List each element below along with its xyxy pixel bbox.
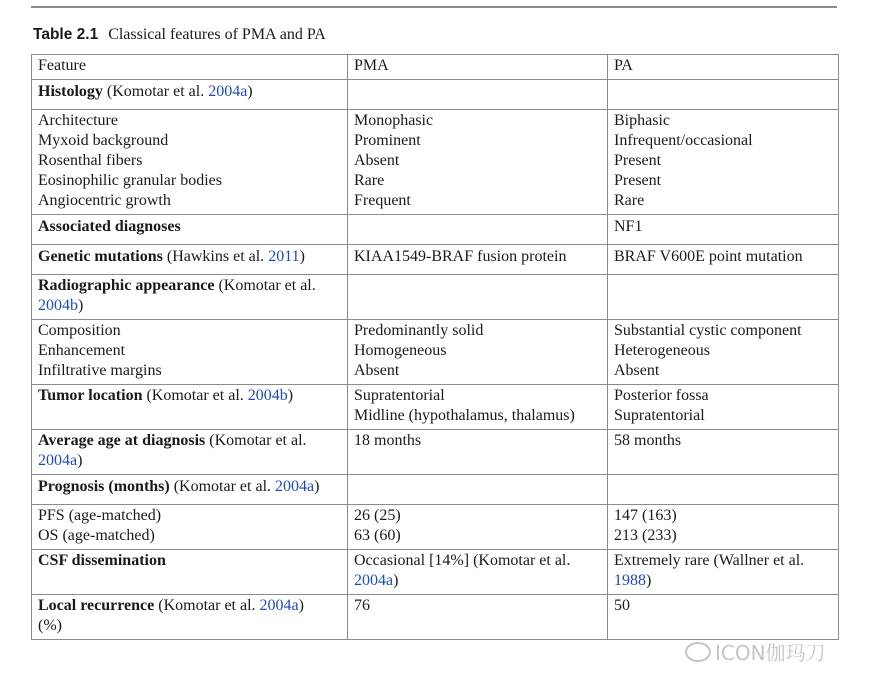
citation-link[interactable]: 2004a xyxy=(354,572,394,589)
feature-item: Architecture xyxy=(38,112,118,129)
feature-item: Angiocentric growth xyxy=(38,192,171,209)
citation-text: (Komotar et al. xyxy=(106,83,209,100)
section-heading: Prognosis (months) xyxy=(38,478,170,495)
empty-cell xyxy=(348,80,608,110)
citation-text: (Komotar et al. xyxy=(146,387,248,404)
section-title-genetic xyxy=(32,245,348,275)
watermark-text: ICON伽玛刀 xyxy=(715,641,826,665)
pa-value: Substantial cystic component xyxy=(614,322,802,339)
genetic-pa-cell: BRAF V600E point mutation xyxy=(608,245,839,275)
feature-item: Infiltrative margins xyxy=(38,362,162,379)
pma-value: Occasional [14%] (Komotar et al. xyxy=(354,552,571,569)
pa-value: Present xyxy=(614,172,662,189)
feature-item: Rosenthal fibers xyxy=(38,152,143,169)
section-row-prognosis xyxy=(32,475,839,505)
genetic-pma-cell: KIAA1549-BRAF fusion protein xyxy=(348,245,608,275)
section-row-histology xyxy=(32,80,839,110)
citation-close: ) xyxy=(299,248,305,265)
pa-value: Biphasic xyxy=(614,112,670,129)
citation-link[interactable]: 2004a xyxy=(38,452,78,469)
pma-value: Supratentorial xyxy=(354,387,445,404)
pma-value: Midline (hypothalamus, thalamus) xyxy=(354,407,575,424)
associated-pma-cell xyxy=(348,215,608,245)
citation-link[interactable]: 2004a xyxy=(208,83,248,100)
citation-link[interactable]: 2004b xyxy=(247,387,288,404)
tumor-location-pa-cell xyxy=(608,385,839,430)
tumor-location-pma-cell xyxy=(348,385,608,430)
pma-value: Homogeneous xyxy=(354,342,447,359)
citation-link[interactable]: 2011 xyxy=(268,248,300,265)
table-caption xyxy=(33,25,326,45)
section-title-histology xyxy=(32,80,348,110)
feature-item: PFS (age-matched) xyxy=(38,507,162,524)
pa-value: 147 (163) xyxy=(614,507,677,524)
histology-pa-cell xyxy=(608,110,839,215)
empty-cell xyxy=(348,475,608,505)
pa-value: Posterior fossa xyxy=(614,387,709,404)
radiographic-pma-cell xyxy=(348,320,608,385)
section-title-associated xyxy=(32,215,348,245)
pa-value: Present xyxy=(614,152,662,169)
features-table xyxy=(31,54,839,640)
pma-value: Rare xyxy=(354,172,385,189)
associated-pa-cell: NF1 xyxy=(608,215,839,245)
pma-value: Predominantly solid xyxy=(354,322,484,339)
feature-item: Composition xyxy=(38,322,121,339)
csf-pma-cell xyxy=(348,550,608,595)
pma-value: Monophasic xyxy=(354,112,434,129)
section-heading: Average age at diagnosis xyxy=(38,432,206,449)
pma-value: Frequent xyxy=(354,192,411,209)
section-heading: Histology xyxy=(38,83,103,100)
top-rule xyxy=(31,6,837,8)
caption-label: Table 2.1 xyxy=(33,26,99,43)
citation-text: (Komotar et al. xyxy=(218,277,316,294)
section-title-average-age xyxy=(32,430,348,475)
csf-pa-cell xyxy=(608,550,839,595)
pma-value: 63 (60) xyxy=(354,527,401,544)
average-age-pma-cell: 18 months xyxy=(348,430,608,475)
section-title-prognosis xyxy=(32,475,348,505)
empty-cell xyxy=(608,275,839,320)
section-row-associated-diagnoses xyxy=(32,215,839,245)
section-row-tumor-location xyxy=(32,385,839,430)
citation-close: ) xyxy=(77,452,83,469)
section-row-local-recurrence xyxy=(32,595,839,640)
section-heading: Tumor location xyxy=(38,387,143,404)
empty-cell xyxy=(348,275,608,320)
pma-value: Absent xyxy=(354,152,400,169)
local-recurrence-pa-cell: 50 xyxy=(608,595,839,640)
pa-value: Heterogeneous xyxy=(614,342,710,359)
prognosis-pma-cell xyxy=(348,505,608,550)
citation-close: ) xyxy=(247,83,253,100)
section-heading: CSF dissemination xyxy=(38,552,166,569)
feature-item: Enhancement xyxy=(38,342,126,359)
feature-item: OS (age-matched) xyxy=(38,527,155,544)
empty-cell xyxy=(608,80,839,110)
pa-value: Supratentorial xyxy=(614,407,705,424)
local-recurrence-pma-cell: 76 xyxy=(348,595,608,640)
caption-text: Classical features of PMA and PA xyxy=(108,26,326,43)
radiographic-pa-cell xyxy=(608,320,839,385)
citation-close: ) xyxy=(646,572,652,589)
citation-text: (Hawkins et al. xyxy=(166,248,269,265)
pma-value: Absent xyxy=(354,362,400,379)
section-title-radiographic xyxy=(32,275,348,320)
wechat-icon xyxy=(685,642,711,662)
section-heading: Genetic mutations xyxy=(38,248,163,265)
header-feature: Feature xyxy=(32,55,348,80)
citation-link[interactable]: 1988 xyxy=(614,572,646,589)
section-row-average-age xyxy=(32,430,839,475)
section-title-local-recurrence xyxy=(32,595,348,640)
pma-value: 26 (25) xyxy=(354,507,401,524)
section-row-csf xyxy=(32,550,839,595)
citation-text: (Komotar et al. xyxy=(158,597,260,614)
histology-pma-cell xyxy=(348,110,608,215)
citation-text: (Komotar et al. xyxy=(209,432,307,449)
unit-label: (%) xyxy=(38,617,62,634)
pa-value: 213 (233) xyxy=(614,527,677,544)
citation-link[interactable]: 2004a xyxy=(275,478,315,495)
citation-close: ) xyxy=(78,297,84,314)
empty-cell xyxy=(608,475,839,505)
prognosis-pa-cell xyxy=(608,505,839,550)
watermark xyxy=(685,637,826,666)
citation-close: ) xyxy=(287,387,294,404)
section-heading: Local recurrence xyxy=(38,597,155,614)
header-row xyxy=(32,55,839,80)
radiographic-features-cell xyxy=(32,320,348,385)
pa-value: Absent xyxy=(614,362,660,379)
citation-link[interactable]: 2004a xyxy=(259,597,299,614)
pa-value: Rare xyxy=(614,192,645,209)
section-row-radiographic xyxy=(32,275,839,320)
section-heading: Associated diagnoses xyxy=(38,218,181,235)
section-title-tumor-location xyxy=(32,385,348,430)
histology-features-cell xyxy=(32,110,348,215)
pa-value: Extremely rare (Wallner et al. xyxy=(614,552,805,569)
header-pa: PA xyxy=(608,55,839,80)
header-pma: PMA xyxy=(348,55,608,80)
section-row-genetic-mutations xyxy=(32,245,839,275)
table-row-histology-details xyxy=(32,110,839,215)
average-age-pa-cell: 58 months xyxy=(608,430,839,475)
citation-link[interactable]: 2004b xyxy=(38,297,78,314)
feature-item: Eosinophilic granular bodies xyxy=(38,172,222,189)
pa-value: Infrequent/occasional xyxy=(614,132,753,149)
section-heading: Radiographic appearance xyxy=(38,277,215,294)
prognosis-features-cell xyxy=(32,505,348,550)
citation-text: (Komotar et al. xyxy=(173,478,276,495)
pma-value: Prominent xyxy=(354,132,421,149)
citation-close: ) xyxy=(314,478,320,495)
section-title-csf xyxy=(32,550,348,595)
citation-close: ) xyxy=(393,572,399,589)
citation-close: ) xyxy=(298,597,304,614)
feature-item: Myxoid background xyxy=(38,132,169,149)
table-row-prognosis-details xyxy=(32,505,839,550)
table-row-radiographic-details xyxy=(32,320,839,385)
